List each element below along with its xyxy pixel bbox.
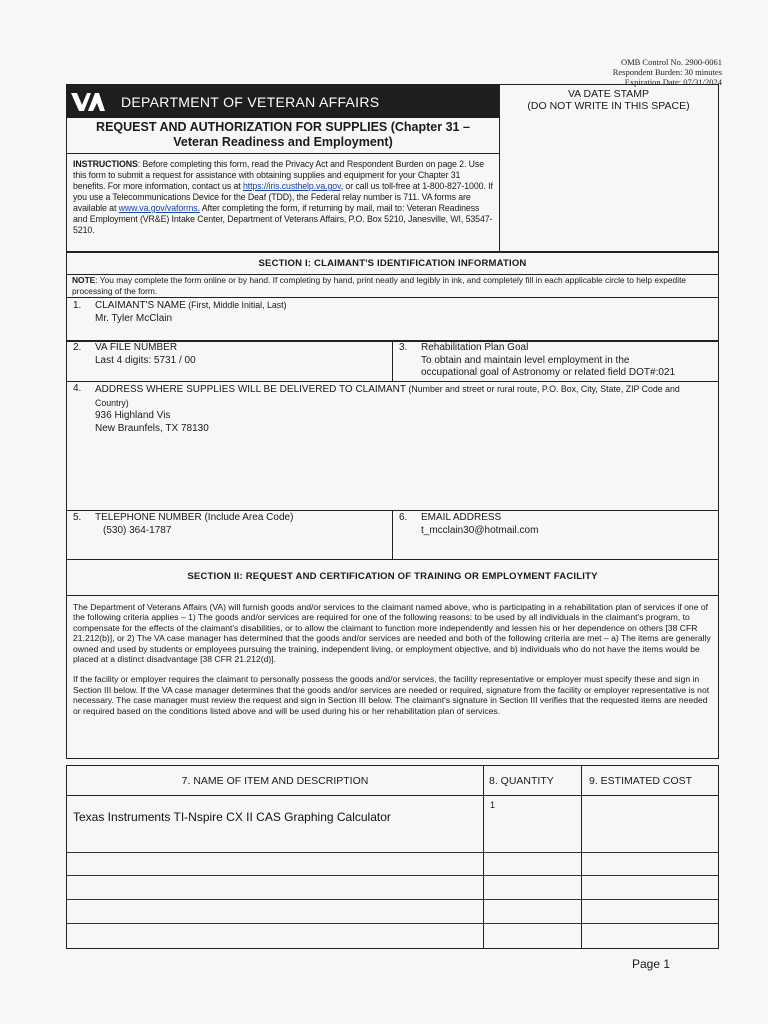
page-number: Page 1 (632, 957, 671, 971)
instructions-text-1: : Before completing this form, read the Privacy Act and Respondent Burden on page 2. Use this form to submit a request for assistance with obtaining supplies and equipment for your Chapter 31 benefits. For more information, contact us at (73, 159, 484, 191)
delivery-address-field[interactable] (66, 381, 719, 511)
iris-help-link[interactable]: https://iris.custhelp.va.gov (242, 181, 341, 191)
section-1-note (66, 274, 719, 298)
date-stamp-title: VA DATE STAMP (567, 88, 650, 100)
telephone-value: (530) 364-1787 (103, 524, 172, 536)
date-stamp-note: (DO NOT WRITE IN THIS SPACE) (527, 100, 690, 112)
items-table (66, 765, 719, 949)
quantity-header: 8. QUANTITY (483, 766, 581, 796)
instructions-text-2: , or call us toll-free at 1-800-827-1000. If you use a Telecommunications Device for the Deaf (TDD), the Federal relay number is 711. VA forms are available at (73, 181, 493, 213)
field-5-number: 5. (73, 512, 82, 523)
rehab-plan-goal-value-1: To obtain and maintain level employment in the (421, 354, 630, 366)
rehab-plan-goal-value-2: occupational goal of Astronomy or related field DOT#:021 (421, 367, 676, 378)
item-1-quantity[interactable]: 1 (490, 800, 496, 810)
delivery-address-label: ADDRESS WHERE SUPPLIES WILL BE DELIVERED TO CLAIMANT (95, 384, 407, 395)
email-label: EMAIL ADDRESS (421, 512, 502, 523)
delivery-address-line-2: New Braunfels, TX 78130 (95, 422, 209, 434)
expiration-date: Expiration Date: 07/31/2024 (624, 77, 722, 87)
delivery-address-line-1: 936 Highland Vis (95, 410, 171, 421)
respondent-burden: Respondent Burden: 30 minutes (612, 67, 722, 77)
delivery-address-sublabel: (Number and street or rural route, P.O. Box, City, State, ZIP Code and Country) (95, 384, 680, 408)
instructions (73, 159, 495, 236)
department-banner (67, 85, 499, 118)
instructions-text-3: After completing the form, if returning by mail, mail to: Veteran Readiness and Employment (VR&E) Intake Center, Department of Veterans Affairs, P.O. Box 5210, Janesville, WI, 53547-5210. (73, 203, 493, 235)
field-1-number: 1. (73, 300, 82, 311)
claimant-name-value: Mr. Tyler McClain (95, 312, 173, 324)
item-1-description[interactable]: Texas Instruments TI-Nspire CX II CAS Graphing Calculator (73, 810, 391, 824)
va-forms-link[interactable]: www.va.gov/vaforms. (118, 203, 200, 213)
section-2-title: SECTION II: REQUEST AND CERTIFICATION OF TRAINING OR EMPLOYMENT FACILITY (66, 559, 719, 596)
omb-info (542, 57, 722, 87)
date-stamp-area (499, 85, 718, 251)
field-3-number: 3. (399, 342, 408, 353)
estimated-cost-header: 9. ESTIMATED COST (581, 766, 718, 796)
row-divider (67, 923, 718, 924)
claimant-name-label: CLAIMANT'S NAME (95, 300, 186, 311)
rehab-plan-goal-label: Rehabilitation Plan Goal (421, 342, 529, 353)
claimant-name-field[interactable] (66, 298, 719, 342)
column-divider (581, 766, 582, 948)
department-name: DEPARTMENT OF VETERAN AFFAIRS (121, 94, 380, 110)
va-logo-icon (71, 91, 105, 113)
form-title-line1: REQUEST AND AUTHORIZATION FOR SUPPLIES (Chapter 31 – (96, 120, 470, 134)
note-text: : You may complete the form online or by hand. If completing by hand, print neatly and legibly in ink, and completely fill in each applicable circle to help expedite processing of the form. (72, 275, 687, 296)
email-field[interactable] (392, 510, 719, 560)
claimant-name-sublabel: (First, Middle Initial, Last) (185, 300, 287, 310)
date-stamp-label (499, 88, 718, 112)
row-divider (67, 899, 718, 900)
section-1-title: SECTION I: CLAIMANT'S IDENTIFICATION INFORMATION (66, 252, 719, 275)
note-label: NOTE (72, 275, 96, 285)
section-2-paragraph-1: The Department of Veterans Affairs (VA) will furnish goods and/or services to the claimant named above, who is participating in a rehabilitation plan of services if one of the following criteria applies – 1) The goods and/or services are required for one of the following reasons: to be used by all individuals in the claimant's program, to compensate for the effects of the claimant's disabilities, or to allow the claimant to function more independently and lessen his or her dependence on others [38 CFR 21.212(b)], or 2) The VA case manager has determined that the goods and/or services are needed and both of the following criteria are met – a) The items are generally owned and used by students or employees pursuing the training, independent living, or employment objective, and b) individuals who do not have the items would be placed at a distinct disadvantage [38 CFR 21.212(d)]. (73, 602, 711, 665)
field-2-number: 2. (73, 342, 82, 353)
form-header (66, 84, 719, 252)
va-file-number-value: Last 4 digits: 5731 / 00 (95, 354, 196, 366)
row-divider (67, 875, 718, 876)
form-title-line2: Veteran Readiness and Employment) (173, 135, 393, 149)
header-left (67, 85, 500, 251)
email-value: t_mcclain30@hotmail.com (421, 524, 539, 536)
column-divider (483, 766, 484, 948)
instructions-label: INSTRUCTIONS (73, 159, 138, 169)
va-file-number-label: VA FILE NUMBER (95, 342, 178, 353)
rehab-plan-goal-field[interactable] (392, 340, 719, 382)
item-description-header: 7. NAME OF ITEM AND DESCRIPTION (67, 766, 483, 796)
row-divider (67, 852, 718, 853)
omb-control-number: OMB Control No. 2900-0061 (620, 57, 722, 67)
telephone-label: TELEPHONE NUMBER (Include Area Code) (95, 512, 294, 523)
field-4-number: 4. (73, 383, 82, 394)
section-2-text (66, 596, 719, 759)
va-file-number-field[interactable] (66, 340, 393, 382)
field-6-number: 6. (399, 512, 408, 523)
form-title (67, 120, 499, 154)
telephone-field[interactable] (66, 510, 393, 560)
section-2-paragraph-2: If the facility or employer requires the claimant to personally possess the goods and/or services, the facility representative or employer must specify these and sign in Section III below. If the VA case manager determines that the goods and/or services are needed or required, signature from the facility or employer representative is not necessary. The case manager must review the request and sign in Section III below. The claimant's signature in Section III verifies that the requested items are needed or required based on the conditions listed above and will be used during his or her rehabilitation plan of services. (73, 674, 710, 716)
